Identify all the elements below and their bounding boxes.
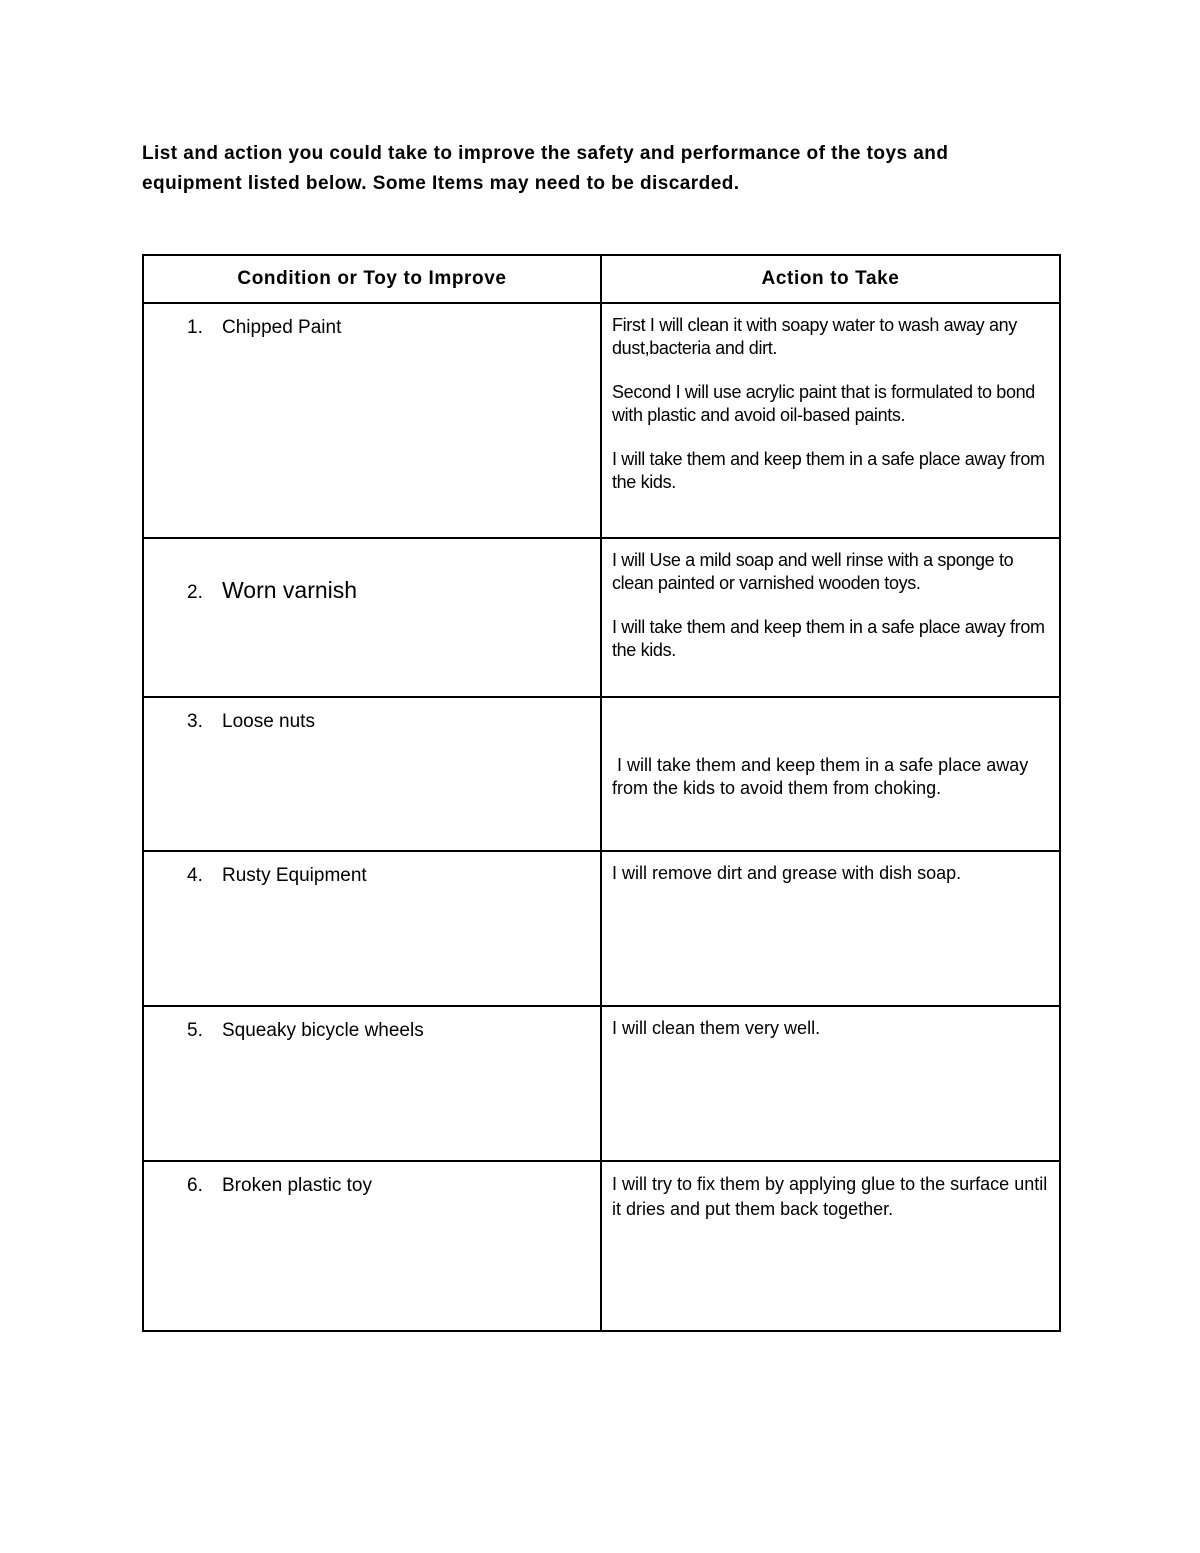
condition-label: Broken plastic toy [222, 1175, 372, 1196]
action-text: I will clean them very well. [612, 1018, 821, 1038]
condition-cell [143, 303, 601, 538]
item-number: 1. [187, 317, 203, 338]
instructions-text: List and action you could take to improve the safety and performance of the toys and equipment listed below. Some Items may need to be discarded. [142, 143, 949, 194]
table-header-row [143, 255, 1060, 303]
action-text: I will Use a mild soap and well rinse with a sponge to clean painted or varnished wooden toys. [612, 550, 1014, 593]
item-number: 3. [187, 711, 203, 732]
table-row [143, 538, 1060, 697]
table-row [143, 851, 1060, 1006]
table-row [143, 1006, 1060, 1161]
action-cell [601, 1006, 1060, 1161]
condition-cell [143, 697, 601, 851]
condition-column-header: Condition or Toy to Improve [143, 255, 601, 303]
item-number: 4. [187, 865, 203, 886]
action-cell [601, 1161, 1060, 1331]
toy-safety-table [142, 254, 1061, 1332]
item-number: 2. [187, 582, 203, 603]
action-cell [601, 303, 1060, 538]
action-cell [601, 697, 1060, 851]
item-number: 5. [187, 1020, 203, 1041]
action-text: I will try to fix them by applying glue to the surface until it dries and put them back together. [612, 1174, 1048, 1219]
table-row [143, 697, 1060, 851]
action-cell [601, 851, 1060, 1006]
condition-label: Loose nuts [222, 711, 315, 732]
condition-cell [143, 851, 601, 1006]
condition-cell [143, 538, 601, 697]
condition-label: Rusty Equipment [222, 865, 367, 886]
item-number: 6. [187, 1175, 203, 1196]
action-text: First I will clean it with soapy water to wash away any dust,bacteria and dirt. [612, 315, 1017, 358]
condition-cell [143, 1161, 601, 1331]
action-text: Second I will use acrylic paint that is formulated to bond with plastic and avoid oil-based paints. [612, 382, 1035, 425]
action-text: I will take them and keep them in a safe place away from the kids. [612, 617, 1045, 660]
table-row [143, 303, 1060, 538]
condition-cell [143, 1006, 601, 1161]
action-text: I will take them and keep them in a safe place away from the kids to avoid them from choking. [612, 755, 1034, 798]
condition-label: Squeaky bicycle wheels [222, 1020, 424, 1041]
action-text: I will remove dirt and grease with dish soap. [612, 863, 962, 883]
action-text: I will take them and keep them in a safe place away from the kids. [612, 449, 1045, 492]
table-row [143, 1161, 1060, 1331]
condition-label: Chipped Paint [222, 317, 342, 338]
action-column-header: Action to Take [601, 255, 1060, 303]
condition-label: Worn varnish [222, 577, 358, 603]
action-cell [601, 538, 1060, 697]
